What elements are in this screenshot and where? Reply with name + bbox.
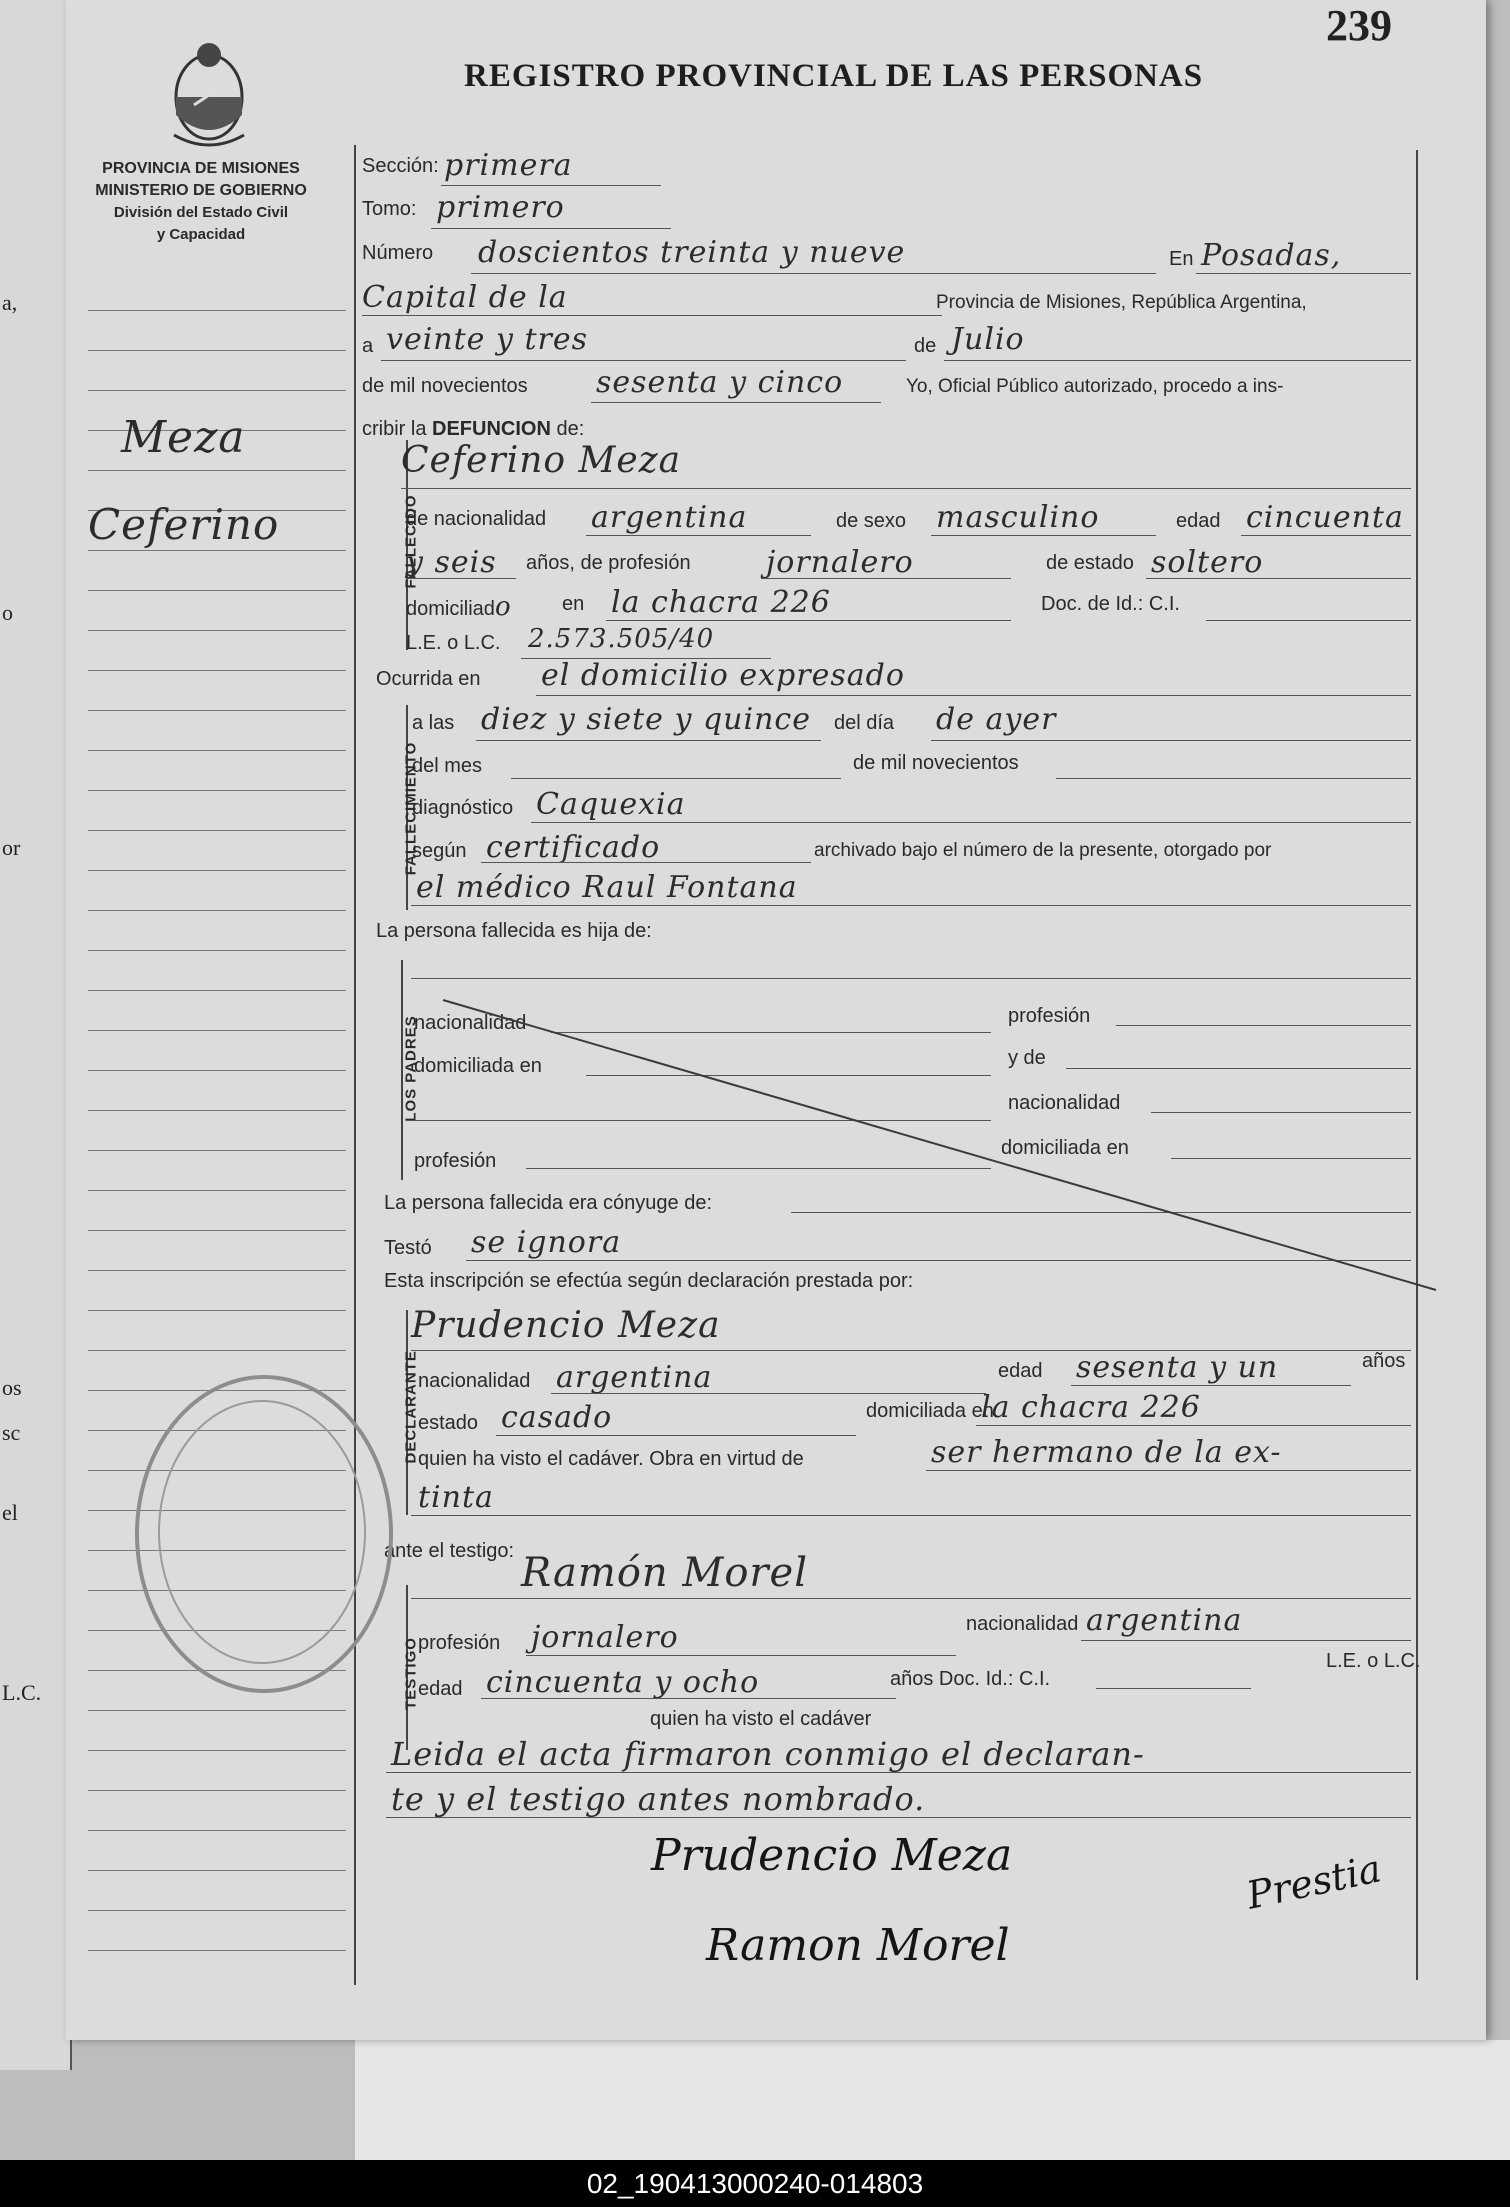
del-mes-label: del mes: [412, 755, 483, 777]
testo-value: se ignora: [471, 1225, 622, 1260]
capital-value: Capital de la: [362, 280, 568, 315]
mil-novecientos-label: de mil novecientos: [362, 375, 528, 397]
declarante-domiciliada-label: domiciliada en: [866, 1400, 994, 1422]
declarante-quien-text: quien ha visto el cadáver. Obra en virtud de: [418, 1448, 804, 1470]
testigo-doc-label: años Doc. Id.: C.I.: [890, 1668, 1051, 1690]
padre-profesion-label: profesión: [414, 1150, 497, 1172]
declarante-anios-label: años: [1362, 1350, 1406, 1372]
fallecido-name: Ceferino Meza: [401, 440, 682, 481]
edad-label: edad: [1176, 510, 1221, 532]
sexo-value: masculino: [936, 500, 1100, 535]
de-label: de: [914, 335, 937, 357]
ocurrida-value: el domicilio expresado: [541, 658, 905, 693]
madre-domiciliada-label: domiciliada en: [1001, 1137, 1129, 1159]
declarante-domicilio-value: la chacra 226: [981, 1390, 1201, 1425]
cierre-line-1: Leida el acta firmaron conmigo el declaran-: [391, 1735, 1145, 1773]
doc-id-label: Doc. de Id.: C.I.: [1041, 593, 1180, 615]
archivado-text: archivado bajo el número de la presente, otorgado por: [814, 840, 1272, 861]
tomo-label: Tomo:: [362, 198, 417, 220]
declarante-estado-value: casado: [501, 1400, 613, 1435]
dia-value: veinte y tres: [386, 322, 588, 357]
oficial-text: Yo, Oficial Público autorizado, procedo a ins-: [906, 376, 1284, 397]
testigo-side-label: TESTIGO: [402, 1637, 420, 1710]
ante-testigo-label: ante el testigo:: [384, 1540, 515, 1562]
margin-given-name: Ceferino: [88, 500, 280, 549]
declarante-side-label: DECLARANTE: [402, 1350, 420, 1464]
testigo-nacionalidad-value: argentina: [1086, 1603, 1243, 1638]
ocurrida-label: Ocurrida en: [376, 668, 481, 690]
left-fragment: os: [2, 1375, 22, 1400]
fallecimiento-side-label: FALLECIMIENTO: [402, 741, 420, 876]
a-las-label: a las: [412, 712, 455, 734]
mes-value: Julio: [951, 322, 1025, 357]
testigo-profesion-label: profesión: [418, 1632, 501, 1654]
declarante-edad-value: sesenta y un: [1076, 1350, 1279, 1385]
del-dia-label: del día: [834, 712, 895, 734]
domicilio-en-label: en: [562, 593, 585, 615]
signature-oficial: Prestia: [1242, 1846, 1385, 1918]
testigo-nacionalidad-label: nacionalidad: [966, 1613, 1079, 1635]
testigo-le-label: L.E. o L.C.: [1326, 1650, 1421, 1672]
padre-nacionalidad-label: nacionalidad: [414, 1012, 527, 1034]
le-lc-label: L.E. o L.C.: [406, 632, 501, 654]
ministry-label: MINISTERIO DE GOBIERNO: [95, 182, 307, 199]
medico-value: el médico Raul Fontana: [416, 870, 798, 905]
fallecido-side-label: FALLECIDO: [402, 494, 420, 589]
nacionalidad-value: argentina: [591, 500, 748, 535]
testigo-edad-label: edad: [418, 1678, 463, 1700]
province-label: PROVINCIA DE MISIONES: [102, 160, 300, 177]
cierre-line-2: te y el testigo antes nombrado.: [391, 1780, 926, 1818]
segun-label: según: [412, 840, 467, 862]
provincia-text: Provincia de Misiones, República Argentina,: [936, 292, 1307, 313]
declarante-obra-value-2: tinta: [418, 1480, 494, 1515]
cribir-text: cribir la DEFUNCION de:: [362, 418, 585, 440]
madre-profesion-label: profesión: [1008, 1005, 1091, 1027]
estado-value: soltero: [1151, 545, 1264, 580]
seccion-label: Sección:: [362, 155, 439, 177]
signature-declarante: Prudencio Meza: [651, 1830, 1013, 1881]
padre-domiciliada-label: domiciliada en: [414, 1055, 542, 1077]
conyuge-label: La persona fallecida era cónyuge de:: [384, 1192, 713, 1214]
declarante-name: Prudencio Meza: [411, 1305, 721, 1346]
madre-nacionalidad-label: nacionalidad: [1008, 1092, 1121, 1114]
diagnostico-value: Caquexia: [536, 787, 686, 822]
profesion-value: jornalero: [766, 545, 914, 580]
left-fragment: sc: [2, 1420, 21, 1445]
edad-value: cincuenta: [1246, 500, 1404, 535]
segun-value: certificado: [486, 830, 661, 865]
testigo-edad-value: cincuenta y ocho: [486, 1665, 760, 1700]
left-fragment: a,: [2, 290, 18, 315]
dia-value-2: de ayer: [936, 702, 1057, 737]
numero-label: Número: [362, 242, 434, 264]
adjacent-left-page: [0, 0, 72, 2070]
declarante-estado-label: estado: [418, 1412, 479, 1434]
padres-side-label: LOS PADRES: [402, 1015, 420, 1122]
en-value: Posadas,: [1201, 238, 1342, 273]
le-lc-value: 2.573.505/40: [528, 624, 715, 654]
hora-value: diez y siete y quince: [481, 702, 811, 737]
division-label: División del Estado Civil: [113, 204, 289, 221]
testo-label: Testó: [384, 1237, 432, 1259]
declarante-obra-value: ser hermano de la ex-: [931, 1435, 1282, 1470]
domiciliado-label: domiciliado: [406, 592, 512, 622]
declarante-nacionalidad-label: nacionalidad: [418, 1370, 531, 1392]
scan-footer: [0, 2160, 1510, 2207]
declarante-edad-label: edad: [998, 1360, 1043, 1382]
scan-id: 02_190413000240-014803: [586, 2168, 924, 2199]
estado-label: de estado: [1046, 552, 1134, 574]
declarante-nacionalidad-value: argentina: [556, 1360, 713, 1395]
signature-testigo: Ramon Morel: [706, 1920, 1010, 1971]
edad-value-cont: y seis: [406, 545, 497, 580]
left-fragment: L.C.: [2, 1680, 42, 1705]
page-number: 239: [1326, 1, 1392, 50]
a-label: a: [362, 335, 374, 357]
cancellation-line: [66, 0, 1486, 2040]
left-fragment: el: [2, 1500, 18, 1525]
official-seal-inner: [158, 1400, 366, 1664]
margin-surname: Meza: [121, 412, 246, 463]
hija-de-text: La persona fallecida es hija de:: [376, 920, 652, 942]
tomo-value: primero: [436, 190, 565, 225]
testigo-profesion-value: jornalero: [531, 1620, 679, 1655]
anios-profesion-label: años, de profesión: [526, 552, 691, 574]
left-fragment: o: [2, 600, 13, 625]
anio-value: sesenta y cinco: [596, 365, 844, 400]
domicilio-value: la chacra 226: [611, 585, 831, 620]
left-fragment: or: [2, 835, 21, 860]
diagnostico-label: diagnóstico: [412, 797, 514, 819]
sexo-label: de sexo: [836, 510, 907, 532]
page-title: REGISTRO PROVINCIAL DE LAS PERSONAS: [464, 58, 1204, 94]
en-label: En: [1169, 248, 1194, 270]
testigo-name: Ramón Morel: [521, 1550, 808, 1596]
division-label-2: y Capacidad: [156, 226, 246, 243]
testigo-quien-text: quien ha visto el cadáver: [650, 1708, 872, 1730]
inscripcion-text: Esta inscripción se efectúa según declaración prestada por:: [384, 1270, 914, 1292]
numero-value: doscientos treinta y nueve: [478, 235, 906, 270]
de-mil-label: de mil novecientos: [853, 752, 1019, 774]
y-de-label: y de: [1008, 1047, 1046, 1069]
nacionalidad-label: de nacionalidad: [406, 508, 547, 530]
page-bottom-edge: [355, 2040, 1510, 2160]
seccion-value: primera: [444, 148, 573, 183]
death-certificate-page: [66, 0, 1486, 2040]
